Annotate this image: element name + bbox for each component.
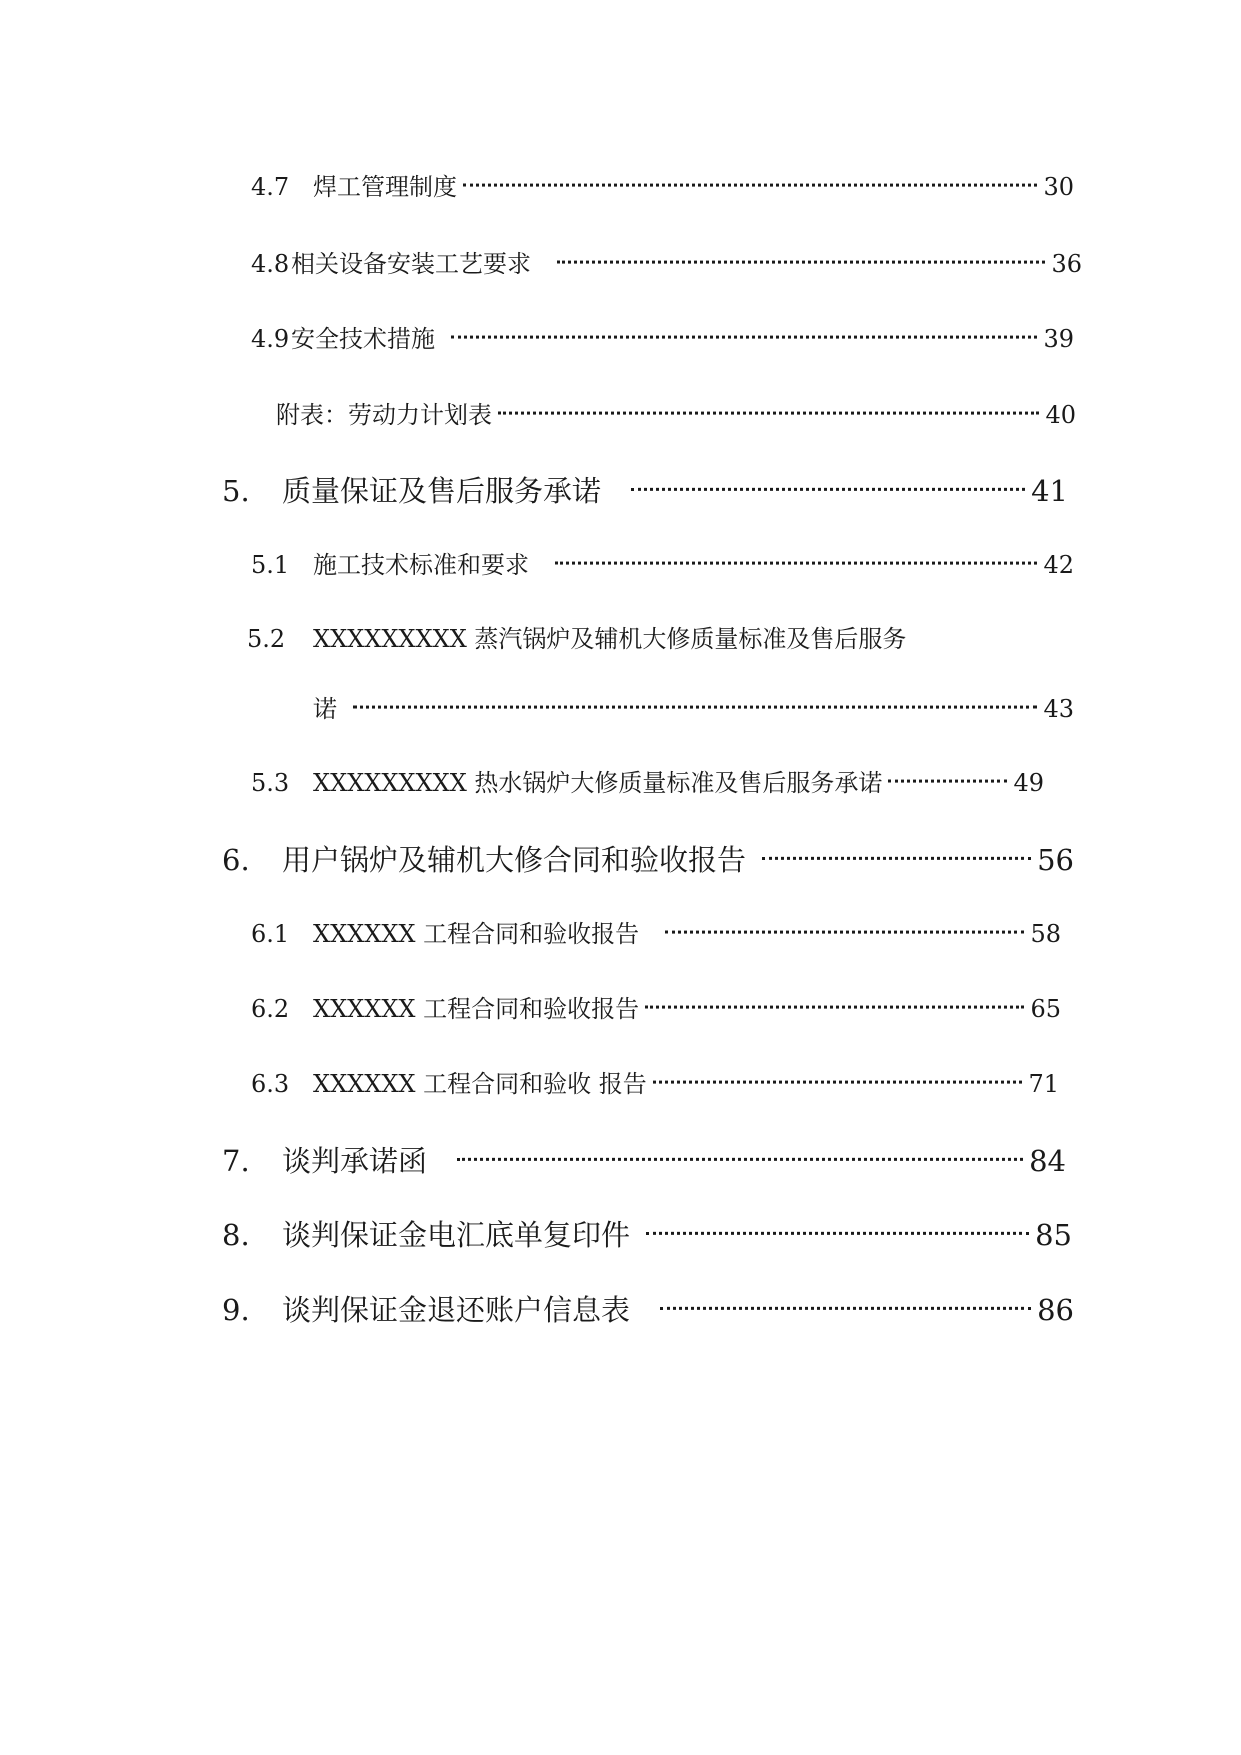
toc-entry-6-1[interactable] — [251, 914, 1061, 949]
entry-number: 7. — [222, 1144, 250, 1178]
entry-title: 附表：劳动力计划表 — [276, 401, 492, 429]
toc-entry-4-7[interactable] — [251, 167, 1074, 202]
entry-page-number: 85 — [1035, 1218, 1072, 1252]
entry-page-number: 42 — [1043, 551, 1074, 579]
entry-page-number: 39 — [1043, 325, 1074, 353]
entry-title: 诺 — [313, 695, 337, 723]
dot-leader — [555, 538, 1037, 565]
entry-title: XXXXXXXXX 蒸汽锅炉及辅机大修质量标准及售后服务 — [313, 625, 907, 653]
entry-number: 6.1 — [251, 920, 290, 948]
dot-leader — [888, 756, 1007, 783]
entry-title: 施工技术标准和要求 — [313, 551, 529, 579]
entry-page-number: 86 — [1037, 1293, 1074, 1327]
entry-number: 6.2 — [251, 995, 290, 1023]
dot-leader — [463, 160, 1037, 187]
entry-number: 9. — [222, 1293, 250, 1327]
dot-leader — [646, 1203, 1029, 1235]
entry-title: 谈判保证金电汇底单复印件 — [282, 1218, 631, 1252]
dot-leader — [457, 1129, 1023, 1161]
dot-leader — [645, 982, 1024, 1009]
dot-leader — [653, 1057, 1023, 1084]
entry-number: 8. — [222, 1218, 250, 1252]
entry-page-number: 36 — [1051, 250, 1082, 278]
entry-number: 4.8 — [251, 250, 290, 278]
dot-leader — [631, 459, 1025, 491]
entry-page-number: 58 — [1030, 920, 1061, 948]
entry-page-number: 65 — [1030, 995, 1061, 1023]
toc-entry-5-2-continued[interactable] — [313, 689, 1074, 724]
entry-title: XXXXXX 工程合同和验收 报告 — [313, 1070, 647, 1098]
entry-number: 5. — [222, 474, 250, 508]
toc-entry-9[interactable] — [222, 1288, 1074, 1329]
entry-page-number: 40 — [1045, 401, 1076, 429]
entry-title: XXXXXXXXX 热水锅炉大修质量标准及售后服务承诺 — [313, 769, 883, 797]
entry-page-number: 30 — [1043, 173, 1074, 201]
dot-leader — [451, 312, 1037, 339]
toc-entry-4-8[interactable] — [251, 244, 1082, 279]
entry-title: 谈判保证金退还账户信息表 — [282, 1293, 631, 1327]
toc-entry-7[interactable] — [222, 1139, 1066, 1180]
toc-entry-6-2[interactable] — [251, 989, 1061, 1024]
entry-number: 5.2 — [247, 625, 286, 653]
toc-entry-4-9[interactable] — [251, 319, 1074, 354]
entry-number: 4.9 — [251, 325, 290, 353]
entry-page-number: 43 — [1043, 695, 1074, 723]
entry-title: 相关设备安装工艺要求 — [291, 250, 531, 278]
toc-entry-5-2[interactable] — [247, 619, 947, 654]
entry-title: 焊工管理制度 — [313, 173, 457, 201]
toc-entry-5-1[interactable] — [251, 545, 1074, 580]
entry-title: XXXXXX 工程合同和验收报告 — [313, 920, 640, 948]
toc-entry-6[interactable] — [222, 838, 1074, 879]
entry-title: 用户锅炉及辅机大修合同和验收报告 — [282, 843, 747, 877]
entry-title: 质量保证及售后服务承诺 — [282, 474, 602, 508]
entry-title: 谈判承诺函 — [282, 1144, 428, 1178]
entry-number: 4.7 — [251, 173, 290, 201]
entry-page-number: 41 — [1031, 474, 1068, 508]
toc-entry-5-3[interactable] — [251, 763, 1044, 798]
entry-page-number: 56 — [1037, 843, 1074, 877]
dot-leader — [353, 682, 1037, 709]
entry-title: XXXXXX 工程合同和验收报告 — [313, 995, 640, 1023]
entry-page-number: 84 — [1029, 1144, 1066, 1178]
dot-leader — [762, 828, 1031, 860]
toc-entry-5[interactable] — [222, 469, 1068, 510]
entry-number: 6.3 — [251, 1070, 290, 1098]
toc-entry-8[interactable] — [222, 1213, 1072, 1254]
entry-number: 6. — [222, 843, 250, 877]
toc-entry-appendix[interactable] — [276, 395, 1076, 430]
entry-number: 5.1 — [251, 551, 290, 579]
dot-leader — [665, 907, 1024, 934]
dot-leader — [557, 237, 1045, 264]
entry-title: 安全技术措施 — [291, 325, 435, 353]
entry-number: 5.3 — [251, 769, 290, 797]
entry-page-number: 49 — [1013, 769, 1044, 797]
entry-page-number: 71 — [1028, 1070, 1059, 1098]
dot-leader — [660, 1278, 1031, 1310]
dot-leader — [498, 388, 1039, 415]
toc-entry-6-3[interactable] — [251, 1064, 1059, 1099]
